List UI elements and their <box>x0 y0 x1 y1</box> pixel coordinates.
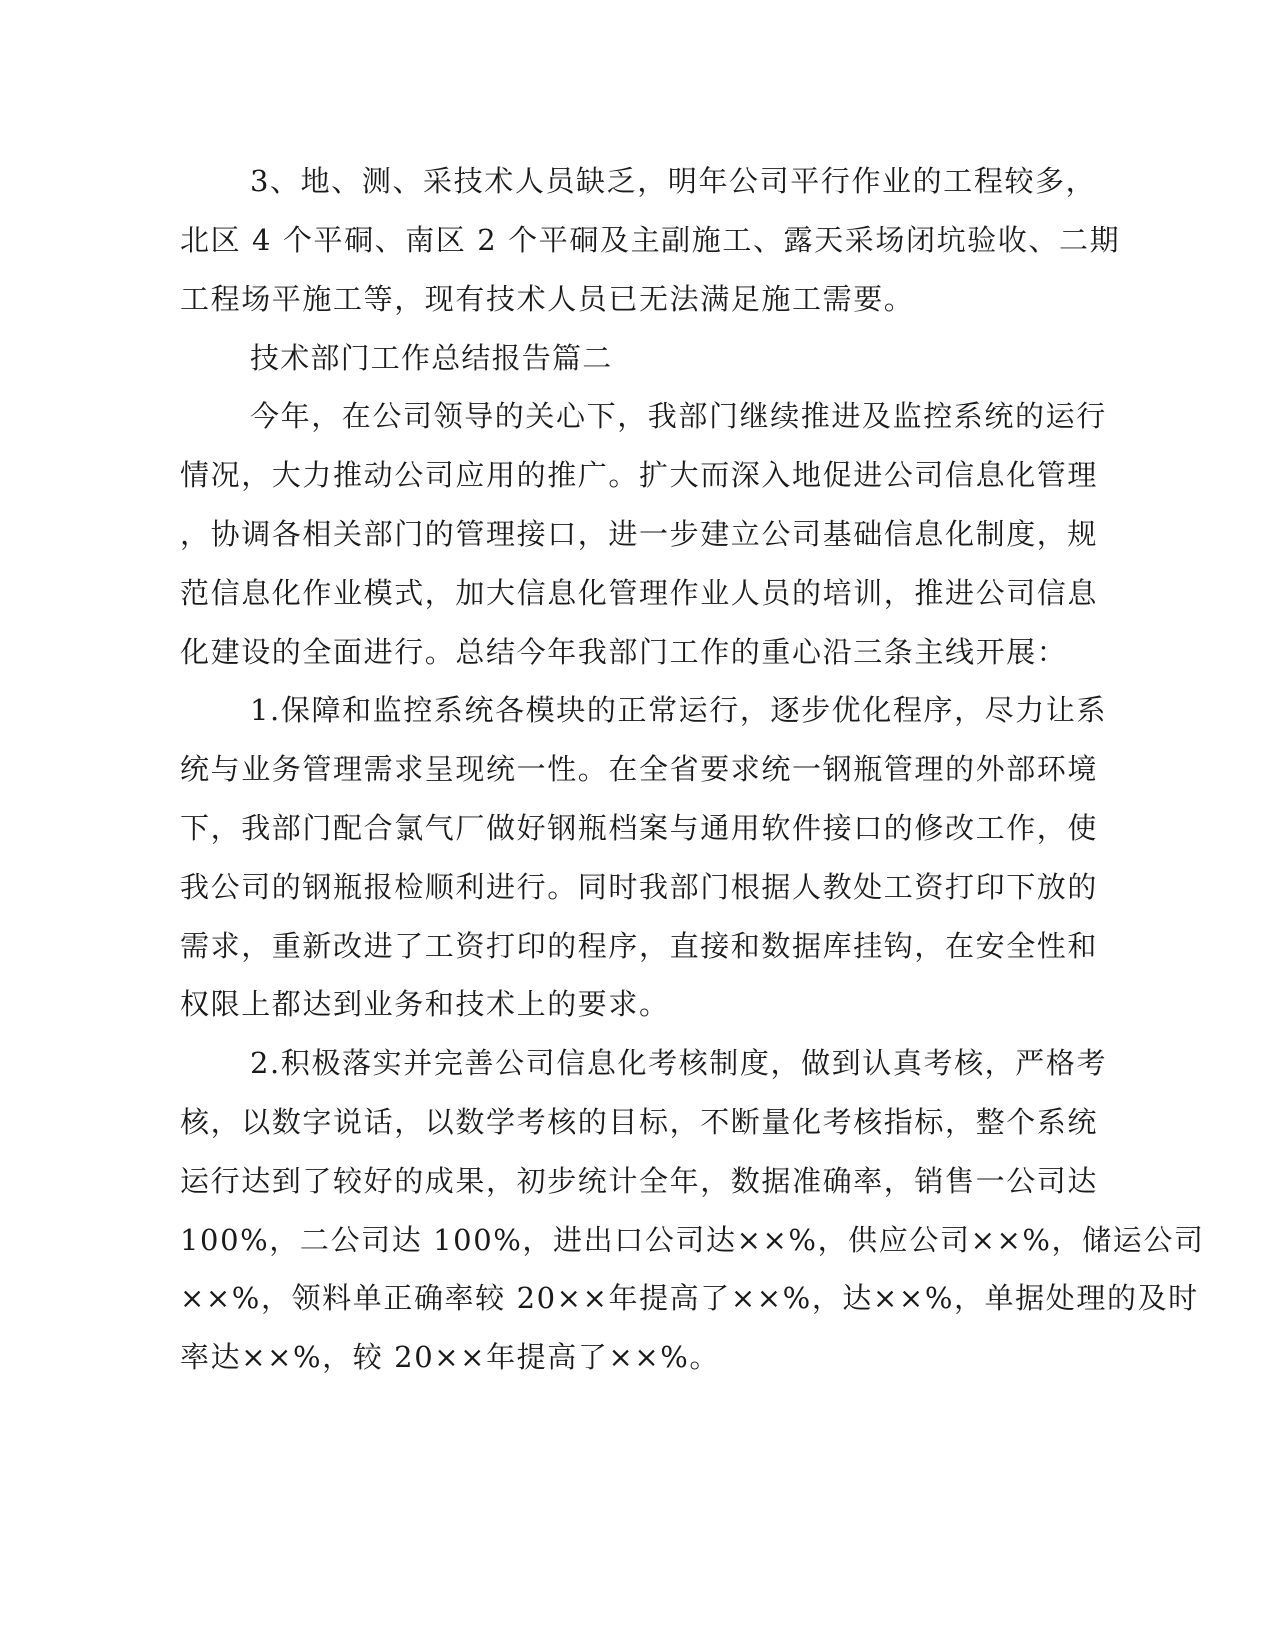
point-2-line-4: 100%，二公司达 100%，进出口公司达××%，供应公司××%，储运公司 <box>180 1223 1205 1257</box>
point-1-line-3: 下，我部门配合氯气厂做好钢瓶档案与通用软件接口的修改工作，使 <box>180 811 1099 845</box>
point-1-line-1: 1.保障和监控系统各模块的正常运行，逐步优化程序，尽力让系 <box>250 693 1108 727</box>
point-2-line-5: ××%，领料单正确率较 20××年提高了××%，达××%，单据处理的及时 <box>180 1281 1199 1315</box>
section-heading: 技术部门工作总结报告篇二 <box>250 341 613 375</box>
intro-paragraph-line-5: 化建设的全面进行。总结今年我部门工作的重心沿三条主线开展： <box>180 635 1068 669</box>
point-2-line-6: 率达××%，较 20××年提高了××%。 <box>180 1340 721 1374</box>
paragraph-item-3-line-1: 3、地、测、采技术人员缺乏，明年公司平行作业的工程较多， <box>250 164 1097 198</box>
point-2-line-3: 运行达到了较好的成果，初步统计全年，数据准确率，销售一公司达 <box>180 1164 1099 1198</box>
point-1-line-4: 我公司的钢瓶报检顺利进行。同时我部门根据人教处工资打印下放的 <box>180 870 1099 904</box>
point-1-line-2: 统与业务管理需求呈现统一性。在全省要求统一钢瓶管理的外部环境 <box>180 752 1099 786</box>
intro-paragraph-line-3: ，协调各相关部门的管理接口，进一步建立公司基础信息化制度，规 <box>180 517 1099 551</box>
intro-paragraph-line-2: 情况，大力推动公司应用的推广。扩大而深入地促进公司信息化管理 <box>180 458 1099 492</box>
point-1-line-6: 权限上都达到业务和技术上的要求。 <box>180 987 670 1021</box>
point-1-line-5: 需求，重新改进了工资打印的程序，直接和数据库挂钩，在安全性和 <box>180 929 1099 963</box>
paragraph-item-3-line-3: 工程场平施工等，现有技术人员已无法满足施工需要。 <box>180 282 915 316</box>
point-2-line-1: 2.积极落实并完善公司信息化考核制度，做到认真考核，严格考 <box>250 1046 1108 1080</box>
intro-paragraph-line-4: 范信息化作业模式，加大信息化管理作业人员的培训，推进公司信息 <box>180 576 1099 610</box>
point-2-line-2: 核，以数字说话，以数学考核的目标，不断量化考核指标，整个系统 <box>180 1105 1099 1139</box>
intro-paragraph-line-1: 今年，在公司领导的关心下，我部门继续推进及监控系统的运行 <box>250 399 1107 433</box>
paragraph-item-3-line-2: 北区 4 个平硐、南区 2 个平硐及主副施工、露天采场闭坑验收、二期 <box>180 223 1121 257</box>
